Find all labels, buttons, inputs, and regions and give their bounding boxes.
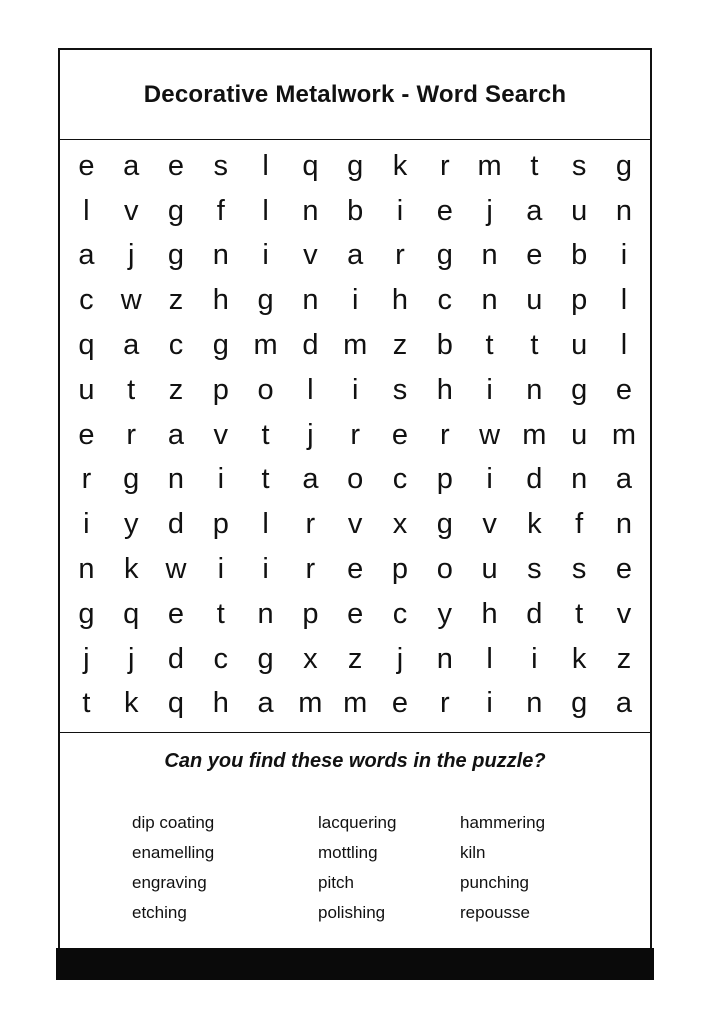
word-list-item: engraving: [132, 873, 207, 892]
grid-letter: u: [78, 373, 95, 406]
grid-letter: d: [167, 642, 185, 675]
grid-letter: r: [395, 239, 405, 272]
word-list-item: repousse: [460, 903, 530, 922]
grid-letter: o: [257, 373, 274, 406]
grid-letter: t: [261, 418, 270, 451]
word-list-item: polishing: [318, 903, 386, 922]
grid-letter: i: [262, 553, 269, 586]
grid-letter: i: [486, 373, 493, 406]
grid-letter: t: [575, 597, 584, 630]
grid-letter: p: [436, 463, 453, 496]
grid-letter: c: [79, 284, 94, 317]
grid-letter: g: [257, 284, 274, 317]
grid-letter: e: [167, 597, 185, 630]
grid-letter: j: [307, 418, 314, 451]
grid-letter: u: [526, 284, 543, 317]
title-box: [60, 50, 650, 140]
grid-letter: w: [165, 553, 187, 586]
grid-letter: t: [261, 463, 270, 496]
grid-letter: a: [347, 239, 364, 272]
grid-letter: f: [216, 194, 225, 227]
grid-letter: i: [486, 687, 493, 720]
section-divider: [60, 732, 650, 733]
grid-letter: l: [486, 642, 493, 675]
grid-letter: i: [486, 463, 493, 496]
grid-letter: a: [78, 239, 95, 272]
grid-letter: q: [78, 329, 95, 362]
grid-letter: b: [347, 194, 364, 227]
grid-letter: t: [485, 329, 494, 362]
grid-letter: z: [392, 329, 408, 362]
grid-letter: z: [168, 284, 184, 317]
grid-letter: n: [571, 463, 588, 496]
grid-letter: t: [530, 329, 539, 362]
word-list-item: punching: [460, 873, 530, 892]
grid-letter: n: [78, 553, 95, 586]
grid-letter: r: [439, 687, 450, 720]
grid-letter: i: [262, 239, 269, 272]
grid-letter: m: [343, 329, 368, 362]
grid-letter: u: [571, 194, 588, 227]
grid-letter: q: [123, 597, 140, 630]
grid-letter: g: [571, 687, 588, 720]
grid-letter: c: [392, 463, 408, 496]
grid-letter: o: [436, 553, 453, 586]
worksheet: [58, 48, 652, 978]
word-list-item: kiln: [460, 843, 486, 862]
grid-letter: t: [216, 597, 225, 630]
grid-letter: y: [123, 508, 139, 541]
word-list-prompt: Can you find these words in the puzzle?: [164, 750, 546, 772]
grid-letter: l: [307, 373, 314, 406]
letter-grid: [64, 144, 648, 732]
grid-letter: a: [615, 687, 633, 720]
grid-letter: g: [571, 373, 588, 406]
grid-letter: e: [615, 553, 633, 586]
word-list-item: etching: [132, 903, 187, 922]
grid-letter: s: [571, 553, 587, 586]
grid-letter: n: [302, 194, 319, 227]
grid-letter: r: [81, 463, 92, 496]
grid-letter: n: [167, 463, 185, 496]
grid-letter: z: [347, 642, 363, 675]
grid-letter: e: [347, 597, 364, 630]
grid-letter: p: [302, 597, 319, 630]
grid-letter: z: [168, 373, 184, 406]
word-list-column-2: [318, 808, 396, 928]
grid-letter: p: [212, 508, 229, 541]
grid-letter: x: [303, 642, 318, 675]
grid-letter: j: [396, 642, 404, 675]
grid-letter: g: [167, 194, 185, 227]
grid-letter: a: [123, 149, 140, 182]
grid-letter: h: [212, 284, 229, 317]
grid-letter: m: [298, 687, 323, 720]
grid-letter: r: [305, 553, 316, 586]
grid-letter: g: [212, 329, 229, 362]
grid-letter: m: [611, 418, 637, 451]
grid-letter: v: [482, 508, 497, 541]
grid-letter: m: [522, 418, 547, 451]
grid-letter: l: [262, 149, 269, 182]
grid-letter: d: [526, 463, 543, 496]
grid-letter: l: [620, 284, 628, 317]
grid-letter: m: [253, 329, 278, 362]
grid-letter: e: [526, 239, 543, 272]
grid-letter: n: [481, 239, 498, 272]
grid-letter: q: [167, 687, 185, 720]
grid-letter: g: [347, 149, 364, 182]
grid-letter: g: [257, 642, 274, 675]
grid-letter: u: [571, 418, 588, 451]
grid-letter: n: [615, 194, 633, 227]
grid-letter: e: [615, 373, 633, 406]
grid-letter: e: [78, 418, 95, 451]
grid-letter: a: [257, 687, 274, 720]
grid-letter: i: [217, 463, 225, 496]
grid-letter: j: [486, 194, 493, 227]
grid-letter: g: [78, 597, 95, 630]
grid-letter: i: [531, 642, 538, 675]
grid-letter: k: [571, 642, 587, 675]
grid-letter: z: [616, 642, 632, 675]
grid-letter: g: [123, 463, 140, 496]
grid-letter: k: [123, 687, 139, 720]
grid-letter: a: [526, 194, 543, 227]
grid-letter: h: [436, 373, 453, 406]
grid-letter: e: [167, 149, 185, 182]
grid-letter: d: [302, 329, 319, 362]
grid-letter: k: [527, 508, 542, 541]
grid-letter: n: [615, 508, 633, 541]
grid-letter: s: [527, 553, 542, 586]
grid-letter: y: [437, 597, 453, 630]
grid-letter: i: [620, 239, 628, 272]
grid-letter: g: [436, 508, 453, 541]
grid-letter: a: [167, 418, 185, 451]
grid-letter: i: [351, 284, 359, 317]
grid-letter: c: [437, 284, 453, 317]
grid-letter: s: [213, 149, 229, 182]
footer-bar: [56, 948, 654, 980]
grid-letter: c: [392, 597, 408, 630]
word-list-column-3: [460, 808, 545, 928]
grid-letter: j: [127, 239, 135, 272]
grid-letter: k: [392, 149, 408, 182]
grid-letter: i: [83, 508, 90, 541]
grid-letter: u: [481, 553, 498, 586]
grid-letter: k: [123, 553, 139, 586]
grid-letter: j: [127, 642, 135, 675]
grid-letter: q: [302, 149, 319, 182]
grid-letter: p: [571, 284, 588, 317]
grid-letter: d: [526, 597, 543, 630]
grid-letter: l: [83, 194, 90, 227]
grid-letter: n: [481, 284, 498, 317]
grid-letter: x: [392, 508, 408, 541]
grid-letter: t: [82, 687, 91, 720]
grid-letter: p: [212, 373, 229, 406]
grid-letter: l: [262, 194, 269, 227]
grid-letter: u: [571, 329, 588, 362]
word-list-item: dip coating: [132, 813, 215, 832]
grid-letter: c: [168, 329, 184, 362]
grid-letter: o: [347, 463, 364, 496]
grid-letter: b: [436, 329, 453, 362]
word-list-item: pitch: [318, 873, 354, 892]
grid-letter: d: [167, 508, 185, 541]
grid-letter: j: [83, 642, 90, 675]
grid-letter: h: [212, 687, 229, 720]
word-list-item: mottling: [318, 843, 378, 862]
grid-letter: v: [213, 418, 229, 451]
grid-letter: n: [436, 642, 453, 675]
grid-letter: h: [391, 284, 409, 317]
grid-letter: v: [347, 508, 363, 541]
grid-letter: b: [571, 239, 588, 272]
word-list: [60, 808, 650, 938]
grid-letter: i: [396, 194, 404, 227]
grid-letter: a: [302, 463, 319, 496]
word-list-item: lacquering: [318, 813, 397, 832]
grid-letter: l: [262, 508, 269, 541]
grid-letter: r: [439, 149, 450, 182]
grid-letter: v: [123, 194, 139, 227]
grid-letter: e: [347, 553, 364, 586]
grid-letter: a: [123, 329, 140, 362]
word-list-column-1: [132, 808, 214, 928]
grid-letter: l: [620, 329, 628, 362]
grid-letter: w: [120, 284, 142, 317]
grid-letter: w: [479, 418, 501, 451]
grid-letter: n: [526, 687, 543, 720]
grid-letter: h: [481, 597, 498, 630]
grid-letter: e: [391, 687, 409, 720]
grid-letter: v: [303, 239, 318, 272]
grid-letter: m: [343, 687, 368, 720]
grid-letter: e: [391, 418, 409, 451]
grid-letter: g: [436, 239, 453, 272]
page-title: Decorative Metalwork - Word Search: [143, 80, 567, 108]
grid-letter: s: [392, 373, 408, 406]
grid-letter: f: [575, 508, 584, 541]
grid-letter: e: [78, 149, 95, 182]
grid-letter: n: [302, 284, 319, 317]
grid-letter: r: [439, 418, 450, 451]
grid-letter: r: [126, 418, 137, 451]
grid-letter: r: [305, 508, 316, 541]
grid-letter: e: [436, 194, 453, 227]
grid-letter: s: [571, 149, 587, 182]
word-list-item: hammering: [460, 813, 546, 832]
word-list-item: enamelling: [132, 843, 215, 862]
grid-letter: c: [213, 642, 229, 675]
grid-letter: t: [530, 149, 539, 182]
grid-letter: r: [350, 418, 361, 451]
grid-letter: v: [616, 597, 632, 630]
grid-letter: p: [391, 553, 409, 586]
grid-letter: t: [127, 373, 136, 406]
grid-letter: a: [615, 463, 633, 496]
grid-letter: g: [167, 239, 185, 272]
grid-letter: g: [615, 149, 633, 182]
grid-letter: n: [212, 239, 229, 272]
grid-letter: n: [257, 597, 274, 630]
grid-letter: n: [526, 373, 543, 406]
grid-letter: i: [351, 373, 359, 406]
grid-letter: m: [477, 149, 502, 182]
grid-letter: i: [217, 553, 225, 586]
